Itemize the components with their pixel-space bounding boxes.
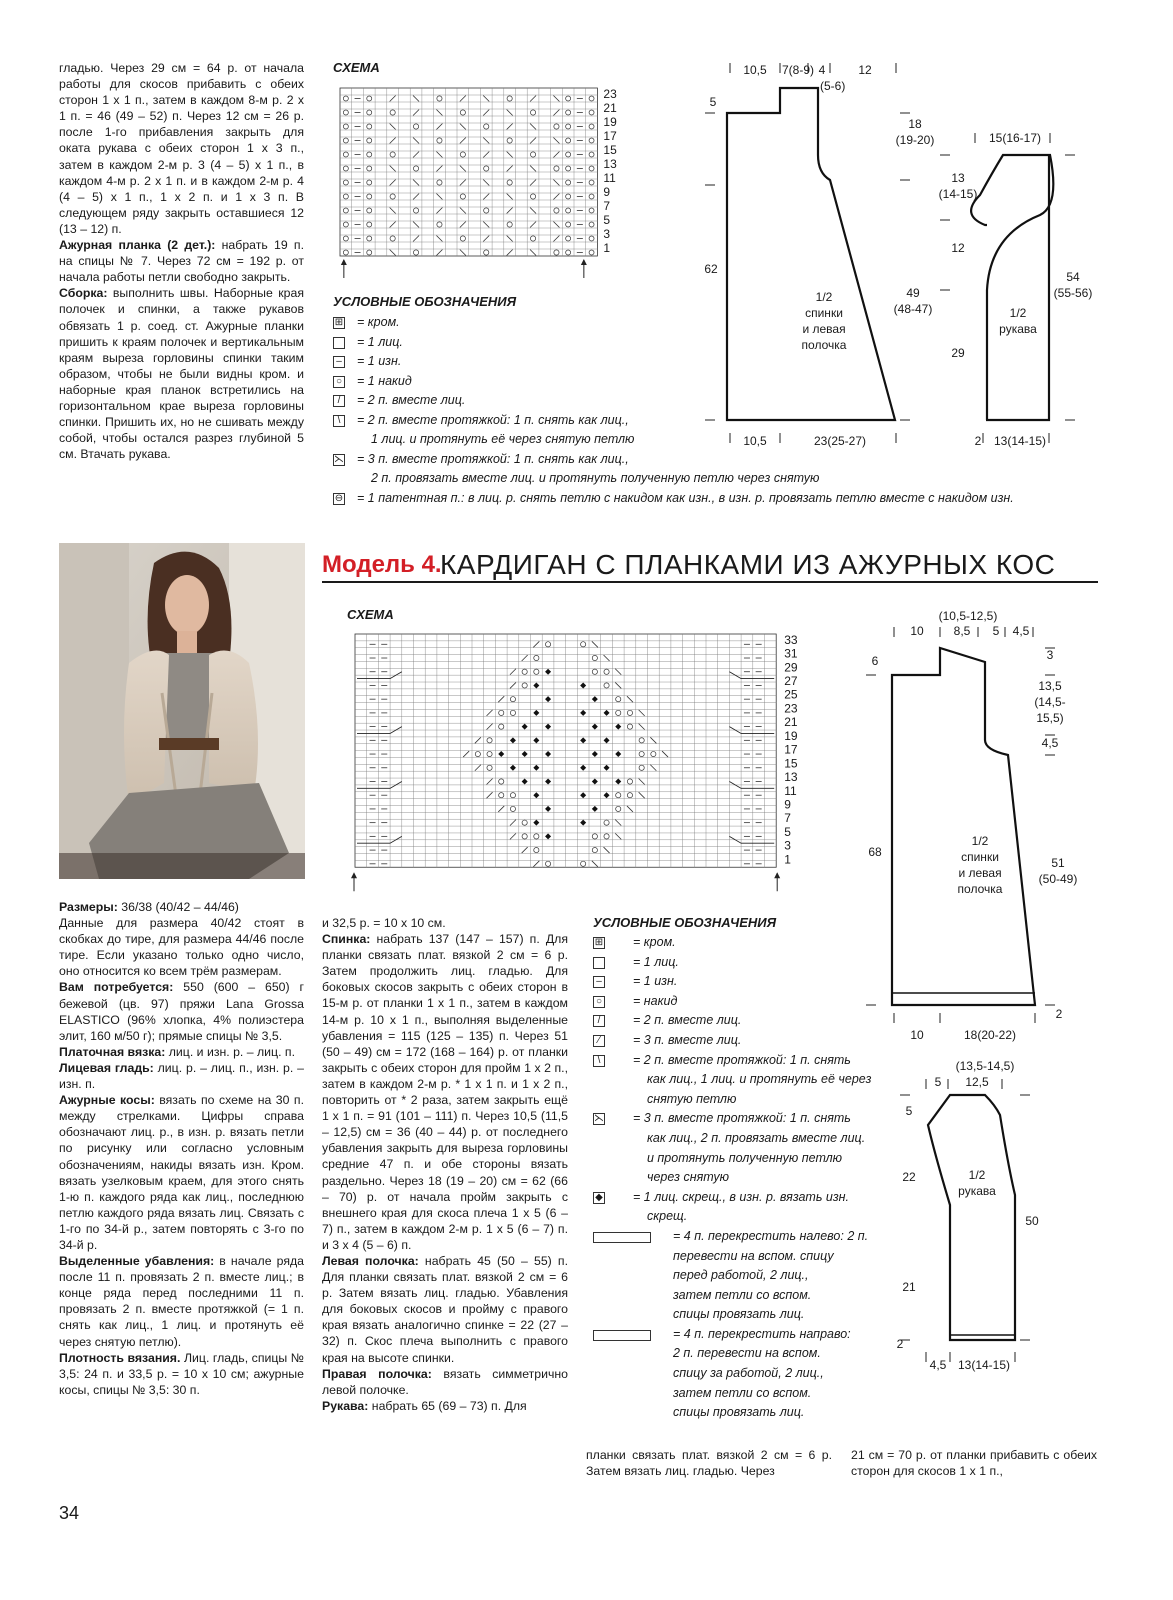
legend-symbol-icon: ⁄ [593, 1035, 605, 1047]
row-number: 23 [784, 701, 798, 716]
dimension-label: 7(8-9) [781, 63, 815, 77]
legend-text: = 2 п. вместе протяжкой: 1 п. снять [633, 1052, 851, 1067]
legend-1-title: УСЛОВНЫЕ ОБОЗНАЧЕНИЯ [333, 294, 517, 309]
paragraph [59, 285, 304, 462]
paragraph-text: Данные для размера 40/42 стоят в скобках до тире, для размера 44/46 после тире. Если указано только одно число, оно относится ко всем трём размерам. [59, 916, 304, 979]
paragraph-heading: Ажурная планка (2 дет.): [59, 238, 216, 253]
paragraph [322, 1398, 568, 1414]
legend-symbol-icon: \ [333, 415, 345, 427]
model-photo [59, 543, 305, 879]
arrow-head-icon [774, 872, 780, 878]
row-number: 19 [603, 115, 617, 129]
legend-text: = кром. [357, 315, 400, 329]
legend-symbol-icon: ⋋ [334, 453, 344, 465]
legend-item [593, 992, 873, 1012]
legend-text: = 2 п. вместе лиц. [357, 393, 466, 407]
dimension-label: 62 [704, 262, 718, 276]
text-column-d: планки связать плат. вязкой 2 см = 6 р. Затем вязать лиц. гладью. Через [586, 1448, 832, 1479]
model-number: Модель 4. [322, 551, 442, 578]
paragraph-text: 36/38 (40/42 – 44/46) [117, 900, 239, 914]
dimension-label: 4,5 [929, 1358, 947, 1372]
row-number: 25 [784, 687, 798, 702]
row-number: 21 [784, 715, 798, 730]
row-number: 13 [603, 157, 617, 171]
legend-symbol-icon: / [333, 395, 345, 407]
legend-text: как лиц., 2 п. провязать вместе лиц. [647, 1130, 866, 1145]
piece-label: и левая [802, 322, 846, 336]
row-number: 9 [603, 185, 611, 199]
legend-text: = 1 лиц. скрещ., в изн. р. вязать изн. [633, 1189, 850, 1204]
paragraph-heading: Выделенные убавления: [59, 1254, 215, 1269]
legend-text: = 2 п. вместе протяжкой: 1 п. снять как лиц., [357, 412, 629, 427]
paragraph-heading: Правая полочка: [322, 1366, 432, 1381]
paragraph-heading: Платочная вязка: [59, 1044, 166, 1059]
row-number: 11 [784, 783, 797, 798]
row-number: 33 [784, 632, 798, 647]
dimension-label: 5 [905, 1104, 913, 1118]
dimension-label: 50 [1025, 1214, 1039, 1228]
piece-label: спинки [961, 850, 999, 864]
text-column-e: 21 см = 70 р. от планки прибавить с обеих сторон для скосов 1 х 1 п., [851, 1448, 1097, 1479]
dimension-label: 2 [1055, 1007, 1063, 1021]
paragraph [59, 1044, 304, 1060]
paragraph-text: набрать 45 (50 – 55) п. Для планки связать плат. вязкой 2 см = 6 р. Затем вязать лиц. гладью. Убавления для боковых скосов и пройму с правого края вязать аналогично спинке = 22 (27 – 32) п. Скос плеча выполнить с правого края на высоте спинки. [322, 1253, 568, 1365]
row-number: 23 [603, 87, 617, 101]
dimension-label: 12 [858, 63, 872, 77]
paragraph [322, 1366, 568, 1398]
paragraph-heading: Рукава: [322, 1398, 369, 1413]
legend-symbol-icon [333, 337, 345, 349]
pattern-1-diagram [700, 55, 1100, 455]
row-number: 27 [784, 674, 798, 689]
dimension-label: 10,5 [743, 63, 767, 77]
cable-symbol-icon [593, 1330, 651, 1341]
dimension-label: 13 [951, 171, 965, 185]
row-number: 3 [603, 227, 611, 241]
schema-1-title: СХЕМА [333, 60, 380, 75]
paragraph-text: лиц. и изн. р. – лиц. п. [165, 1044, 296, 1059]
paragraph-heading: Ажурные косы: [59, 1093, 155, 1108]
legend-text: как лиц., 1 лиц. и протянуть её через [647, 1072, 872, 1087]
row-number: 1 [603, 241, 611, 255]
row-number: 1 [784, 852, 791, 867]
legend-symbol-icon: / [593, 1015, 605, 1027]
paragraph-heading: Лицевая гладь: [59, 1060, 154, 1075]
legend-text: = 1 изн. [357, 354, 402, 368]
dimension-label: 12 [951, 241, 965, 255]
dimension-label: 23(25-27) [813, 434, 867, 448]
legend-item [593, 1188, 873, 1227]
dimension-label: (55-56) [1053, 286, 1093, 300]
legend-item [333, 489, 1073, 509]
paragraph [322, 915, 568, 931]
legend-symbol-icon: ⊖ [334, 492, 344, 504]
paragraph-text: и 32,5 р. = 10 х 10 см. [322, 916, 446, 930]
paragraph [59, 1092, 304, 1253]
dimension-label: 22 [902, 1170, 916, 1184]
legend-text: = 3 п. вместе протяжкой: 1 п. снять как лиц., [357, 451, 629, 466]
paragraph [59, 1060, 304, 1092]
piece-label: рукава [999, 322, 1037, 336]
legend-text: 2 п. провязать вместе лиц. и протянуть полученную петлю через снятую [371, 471, 820, 485]
piece-label: 1/2 [815, 290, 833, 304]
row-number: 31 [784, 646, 798, 661]
paragraph-text: набрать 65 (69 – 73) п. Для [368, 1398, 527, 1413]
legend-cable-item [593, 1227, 873, 1325]
sleeve-outline [986, 155, 1049, 420]
dimension-label: 15,5) [1036, 711, 1064, 725]
dimension-label: (10,5-12,5) [938, 609, 998, 623]
row-number: 9 [784, 797, 791, 812]
dimension-label: 8,5 [953, 624, 971, 638]
schema-1-chart [330, 82, 630, 277]
legend-symbol-icon: – [593, 976, 605, 988]
arrow-head-icon [581, 259, 587, 265]
dimension-label: 10 [910, 624, 924, 638]
dimension-label: (14-15) [938, 187, 978, 201]
paragraph [59, 237, 304, 285]
legend-2-title: УСЛОВНЫЕ ОБОЗНАЧЕНИЯ [593, 915, 777, 930]
legend-item [593, 953, 873, 973]
legend-text: = кром. [633, 935, 676, 949]
legend-text: спицы провязать лиц. [673, 1307, 805, 1322]
legend-text: скрещ. [647, 1209, 688, 1224]
legend-text: = 4 п. перекрестить направо: [673, 1326, 851, 1341]
legend-text: = 2 п. вместе лиц. [633, 1013, 742, 1028]
piece-label: 1/2 [968, 1168, 986, 1182]
legend-item [333, 450, 1073, 489]
legend-text: перед работой, 2 лиц., [673, 1268, 809, 1283]
legend-symbol-icon: ⊞ [334, 317, 344, 328]
text-column-b [59, 899, 304, 1398]
legend-text: перевести на вспом. спицу [673, 1248, 834, 1263]
paragraph-heading: Спинка: [322, 932, 371, 947]
legend-item [593, 1011, 873, 1031]
dimension-label: 4,5 [1041, 736, 1059, 750]
paragraph [59, 1350, 304, 1398]
paragraph-heading: Левая полочка: [322, 1253, 419, 1268]
row-number: 11 [603, 171, 616, 185]
legend-symbol-icon: – [333, 356, 345, 368]
legend-item [593, 1109, 873, 1187]
piece-label: и левая [958, 866, 1002, 880]
dimension-label: 51 [1051, 856, 1065, 870]
dimension-label: (50-49) [1038, 872, 1078, 886]
row-number: 19 [784, 728, 798, 743]
paragraph-text: гладью. Через 29 см = 64 р. от начала работы для скосов прибавить с обеих сторон 1 х 1 п., затем в каждом 8-м р. 2 х 1 п. = 46 (49 – 52) п. Через 12 см = 26 р. после 1-го прибавления закрыть для оката рукава с обеих сторон 1 х 3 п., затем в каждом 2-м р. 3 (4 – 5) х 1 п., в каждом 4-м р. 2 х 1 п. и в каждом 2-м р. 4 (4 – 5) х 1 п., 1 х 2 п. и 1 х 3 п. В следующем ряду закрыть оставшиеся 12 (13 – 12) п. [59, 61, 304, 236]
text-column-c [322, 915, 568, 1414]
legend-symbol-icon: ⊞ [594, 937, 604, 948]
row-number: 7 [784, 811, 791, 826]
dimension-label: 29 [951, 346, 965, 360]
arrow-head-icon [351, 872, 357, 878]
body-outline [892, 648, 1035, 1005]
legend-symbol-icon: ○ [593, 996, 605, 1008]
woman-photo-image [59, 543, 305, 879]
row-number: 29 [784, 660, 798, 675]
legend-text: и протянуть полученную петлю [647, 1150, 843, 1165]
dimension-label: 13,5 [1038, 679, 1062, 693]
paragraph [322, 1253, 568, 1366]
dimension-label: 5 [992, 624, 1000, 638]
paragraph-text: 550 (600 – 650) г бежевой (цв. 97) пряжи Lana Grossa ELASTICO (96% хлопка, 4% полиэстера элит, 160 м/50 г); прямые спицы № 3,5. [59, 980, 304, 1043]
sleeve-outline [928, 1095, 1015, 1340]
legend-symbol-icon [593, 957, 605, 969]
pattern-2-diagram [860, 605, 1100, 1375]
paragraph-heading: Вам потребуется: [59, 980, 174, 995]
legend-text: снятую петлю [647, 1091, 737, 1106]
paragraph-text: вязать симметрично левой полочке. [322, 1366, 568, 1397]
row-number: 5 [603, 213, 611, 227]
model-title: КАРДИГАН С ПЛАНКАМИ ИЗ АЖУРНЫХ КОС [440, 549, 1056, 580]
paragraph-text: набрать 19 п. на спицы № 7. Через 72 см = 192 р. от начала работы петли свободно закрыть. [59, 238, 304, 285]
dimension-label: 54 [1066, 270, 1080, 284]
legend-item [593, 1051, 873, 1110]
dimension-label: 18(20-22) [963, 1028, 1017, 1042]
dimension-label: 2 [896, 1337, 904, 1351]
legend-symbol-icon: ⋋ [594, 1113, 604, 1125]
legend-text: 2 п. перевести на вспом. [673, 1346, 821, 1361]
paragraph-text: Лиц. гладь, спицы № 3,5: 24 п. и 33,5 р. = 10 х 10 см; ажурные косы, спицы № 3,5: 30 п. [59, 1350, 304, 1397]
sleeve-outline [971, 155, 1053, 420]
legend-text: спицы провязать лиц. [673, 1405, 805, 1420]
dimension-label: 3 [1046, 648, 1054, 662]
piece-label: полочка [801, 338, 847, 352]
dimension-label: (14,5- [1034, 695, 1066, 709]
row-number: 17 [603, 129, 617, 143]
paragraph-text: лиц. р. – лиц. п., изн. р. – изн. п. [59, 1060, 305, 1092]
paragraph-heading: Размеры: [59, 900, 118, 914]
dimension-label: 5 [709, 95, 717, 109]
dimension-label: (13,5-14,5) [955, 1059, 1015, 1073]
legend-text: = 1 патентная п.: в лиц. р. снять петлю с накидом как изн., в изн. р. провязать петлю вместе с накидом изн. [357, 490, 1014, 505]
paragraph [59, 899, 304, 915]
paragraph-text: вязать по схеме на 30 п. между стрелками. Цифры справа обозначают лиц. р., в изн. р. вязать петли по рисунку или согласно условным обозначениям, накиды вязать изн. Кром. вязать узелковым краем, для этого снять 1-ю п. каждого ряда как лиц., последнюю петлю каждого ряда вязать лиц. Связать с 1-го по 34-й р., затем повторять с 3-го по 34-й р. [59, 1093, 304, 1252]
legend-text: = 1 лиц. [633, 954, 679, 969]
paragraph [322, 931, 568, 1253]
legend-text: = накид [633, 993, 678, 1008]
dimension-label: 4,5 [1012, 624, 1030, 638]
paragraph-text: в начале ряда после 11 п. провязать 2 п. вместе лиц.; в конце ряда перед последними 11 п. провязать 2 п. вместе протяжкой (= 1 п. снять как лиц., 1 лиц. и протянуть её через снятую петлю). [59, 1254, 304, 1349]
dimension-label: 5 [934, 1075, 942, 1089]
legend-symbol-icon: ◆ [593, 1192, 605, 1204]
legend-text: = 1 изн. [633, 974, 678, 989]
legend-item [593, 933, 873, 953]
legend-cable-item [593, 1325, 873, 1423]
legend-text: = 3 п. вместе лиц. [633, 1032, 742, 1047]
page-number: 34 [59, 1503, 80, 1523]
paragraph [59, 1253, 304, 1350]
paragraph-text: выполнить швы. Наборные края полочек и спинки, а также рукавов обвязать 1 р. соед. ст. Ажурные планки пришить к краям полочек и вертикальным краям выреза горловины спинки таким образом, чтобы не были видны кром. и наборные края планок встретились на горизонтальном крае выреза горловины спинки. Пришить их, но не сшивать между собой, чтобы остался разрез глубиной 5 см. Втачать рукава. [59, 286, 304, 462]
body-outline [727, 88, 895, 420]
dimension-label: 21 [902, 1280, 916, 1294]
legend-text: через снятую [647, 1170, 730, 1185]
dimension-label: 6 [871, 654, 879, 668]
arrow-head-icon [341, 259, 347, 265]
legend-text: 1 лиц. и протянуть её через снятую петлю [371, 432, 635, 446]
legend-text: спицу за работой, 2 лиц., [673, 1366, 824, 1381]
dimension-label: 68 [868, 845, 882, 859]
paragraph-text: набрать 137 (147 – 157) п. Для планки связать плат. вязкой 2 см = 6 р. Затем продолжить лиц. гладью. Для боковых скосов закрыть с обеих сторон в 15-м р. от планки 1 х 1 п., затем в каждом 14-м р. 10 х 1 п., выполняя выделенные убавления = 115 (125 – 135) п. Через 51 (50 – 49) см = 172 (168 – 164) р. от планки закрыть с обеих сторон для пройм 1 х 2 п., затем в каждом 2-м р. * 1 х 1 п. и 1 х 2 п., повторить от * 2 раза, затем закрыть ещё 1 х 1 п. = 91 (101 – 111) п. Через 10,5 (11,5 – 12,5) см = 36 (40 – 44) р. от последнего убавления закрыть для выреза горловины средние 47 п. и обе стороны вязать раздельно. Через 18 (19 – 20) см = 62 (66 – 70) р. от начала пройм закрыть с внешнего края для скоса плеча 1 х 5 (6 – 7) п., затем в каждом 2-м р. 1 х 5 (6 – 7) п. и 3 х 4 (5 – 6) п. [322, 932, 568, 1252]
legend-text: затем петли со вспом. [673, 1287, 812, 1302]
piece-label: полочка [957, 882, 1003, 896]
paragraph [59, 915, 304, 979]
paragraph [59, 60, 304, 237]
piece-label: 1/2 [1009, 306, 1027, 320]
dimension-label: 13(14-15) [993, 434, 1047, 448]
row-number: 15 [784, 756, 798, 771]
piece-label: рукава [958, 1184, 996, 1198]
legend-symbol-icon: ○ [333, 376, 345, 388]
dimension-label: (19-20) [895, 133, 935, 147]
legend-item [593, 1031, 873, 1051]
legend-2 [593, 933, 873, 1423]
row-number: 13 [784, 770, 798, 785]
dimension-label: 2 [974, 434, 982, 448]
cable-symbol-icon [593, 1232, 651, 1243]
piece-label: спинки [805, 306, 843, 320]
dimension-label: 10,5 [743, 434, 767, 448]
schema-2-title: СХЕМА [347, 607, 394, 622]
dimension-label: 10 [910, 1028, 924, 1042]
legend-text: затем петли со вспом. [673, 1385, 812, 1400]
dimension-label: (48-47) [893, 302, 933, 316]
legend-text: = 1 лиц. [357, 334, 403, 349]
paragraph-heading: Плотность вязания. [59, 1350, 181, 1365]
dimension-label: 12,5 [965, 1075, 989, 1089]
legend-item [593, 972, 873, 992]
dimension-label: 49 [906, 286, 920, 300]
paragraph [59, 979, 304, 1043]
legend-text: = 4 п. перекрестить налево: 2 п. [673, 1228, 869, 1243]
row-number: 15 [603, 143, 617, 157]
dimension-label: (5-6) [820, 79, 846, 93]
legend-text: = 3 п. вместе протяжкой: 1 п. снять [633, 1111, 851, 1126]
dimension-label: 18 [908, 117, 922, 131]
row-number: 17 [784, 742, 798, 757]
text-column-a [59, 60, 304, 462]
paragraph-heading: Сборка: [59, 286, 108, 301]
schema-2-chart [345, 628, 798, 890]
legend-text: = 1 накид [357, 373, 412, 388]
row-number: 3 [784, 838, 791, 853]
row-number: 21 [603, 101, 617, 115]
dimension-label: 13(14-15) [957, 1358, 1011, 1372]
legend-symbol-icon: \ [593, 1055, 605, 1067]
row-number: 5 [784, 824, 791, 839]
dimension-label: 4 [818, 63, 826, 77]
dimension-label: 15(16-17) [988, 131, 1042, 145]
model-title-bar [322, 543, 1098, 583]
piece-label: 1/2 [971, 834, 989, 848]
row-number: 7 [603, 199, 611, 213]
